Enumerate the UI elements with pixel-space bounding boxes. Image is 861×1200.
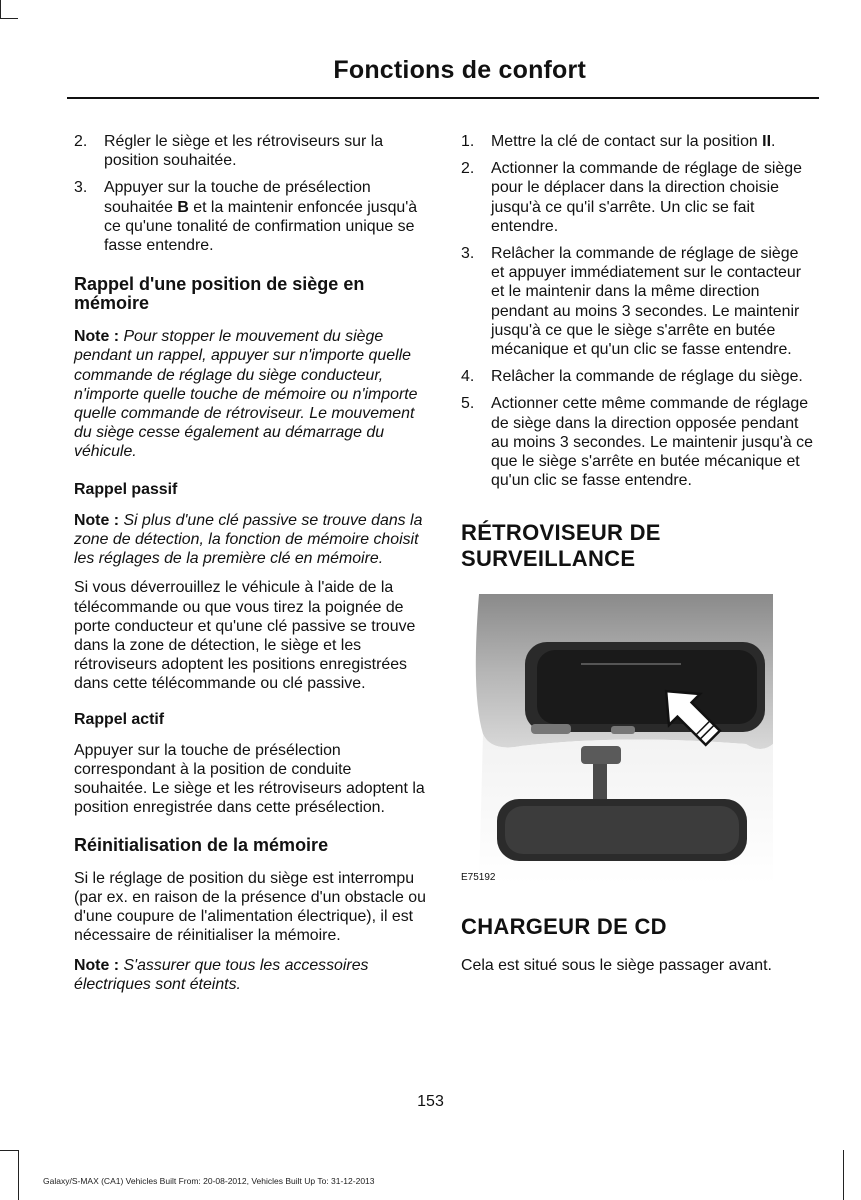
section-heading-mirror-line1: RÉTROVISEUR DE: [461, 520, 661, 546]
section-heading-cd: CHARGEUR DE CD: [461, 914, 667, 940]
note-paragraph: [74, 956, 426, 994]
step-text-part: et la maintenir enfoncée jusqu'à ce qu'une tonalité de confirmation unique se fasse entendre.: [104, 198, 418, 255]
section-heading-mirror: [461, 520, 816, 572]
step-item: [461, 394, 816, 490]
note-paragraph: [74, 327, 426, 461]
step-text: Relâcher la commande de réglage du siège.: [491, 368, 803, 386]
step-text-part: Mettre la clé de contact sur la position: [491, 133, 763, 150]
subheading-passive: Rappel passif: [74, 480, 178, 498]
step-text: [491, 132, 816, 151]
step-text-part: Appuyer sur la touche de présélection souhaitée: [104, 179, 371, 216]
section-heading-reset: Réinitialisation de la mémoire: [74, 834, 329, 855]
step-number: 2.: [461, 160, 475, 178]
step-item: [461, 132, 816, 151]
step-item: [461, 244, 816, 359]
step-text: Régler le siège et les rétroviseurs sur la position souhaitée.: [104, 133, 384, 170]
figure-reference-id: E75192: [461, 872, 496, 884]
paragraph-cd: Cela est situé sous le siège passager avant.: [461, 957, 772, 975]
step-number: 2.: [74, 133, 88, 150]
step-bold-key: B: [177, 198, 189, 216]
section-heading-recall: Rappel d'une position de siège en mémoire: [74, 274, 365, 314]
step-text: [104, 178, 426, 255]
step-number: 3.: [461, 245, 475, 263]
note-text: Pour stopper le mouvement du siège pendant un rappel, appuyer sur n'importe quelle commande de réglage du siège conducteur, n'importe quelle touche de mémoire ou n'importe quelle commande de rétroviseur. Le mouvement du siège cesse également au démarrage du véhicule.: [74, 328, 418, 461]
step-item: [461, 367, 816, 386]
step-number: 4.: [461, 368, 475, 386]
step-item: [74, 178, 426, 255]
step-text: Actionner la commande de réglage de siège pour le déplacer dans la direction choisie jusqu'à ce qu'il s'arrête. Un clic se fait entendre.: [491, 160, 802, 235]
note-label: Note :: [74, 511, 120, 529]
page-number: 153: [417, 1093, 444, 1110]
note-label: Note :: [74, 956, 120, 974]
note-label: Note :: [74, 328, 120, 346]
note-paragraph: [74, 511, 426, 569]
step-item: [461, 159, 816, 236]
paragraph-passive: Si vous déverrouillez le véhicule à l'aide de la télécommande ou que vous tirez la poignée de porte conducteur et qu'une clé passive se trouve dans la zone de détection, le siège et les rétroviseurs adoptent les positions enregistrées dans cette télécommande ou clé passive.: [74, 579, 416, 693]
step-number: 3.: [74, 179, 88, 197]
crop-mark-top-left: [0, 0, 1, 18]
step-text-part: .: [771, 133, 776, 150]
crop-mark-bottom-left-h: [0, 1150, 18, 1151]
paragraph-reset: Si le réglage de position du siège est interrompu (par ex. en raison de la présence d'un obstacle ou d'une coupure de l'alimentation électrique), il est nécessaire de réinitialiser la mémoire.: [74, 869, 426, 945]
paragraph-active: Appuyer sur la touche de présélection correspondant à la position de conduite souhaitée. Le siège et les rétroviseurs adoptent la position enregistrée dans cette présélection.: [74, 741, 425, 817]
rear-view-mirror-illustration: [461, 594, 773, 884]
step-number: 5.: [461, 395, 475, 413]
step-text: Relâcher la commande de réglage de siège et appuyer immédiatement sur le contacteur et le maintenir dans la même direction pendant au moins 3 secondes. Le maintenir jusqu'à ce que le siège s'arrête en butée mécanique et qu'un clic se fasse entendre.: [491, 245, 802, 359]
section-heading-mirror-line2: SURVEILLANCE: [461, 546, 636, 572]
right-column: [461, 132, 816, 986]
page-footer: Galaxy/S-MAX (CA1) Vehicles Built From: 20-08-2012, Vehicles Built Up To: 31-12-2013: [43, 1176, 375, 1186]
crop-mark-bottom-left: [18, 1150, 19, 1200]
step-text: Actionner cette même commande de réglage de siège dans la direction opposée pendant au moins 3 secondes. Le maintenir jusqu'à ce que le siège s'arrête en butée mécanique et qu'un clic se fasse entendre.: [491, 395, 813, 490]
crop-mark-bottom-right: [843, 1150, 844, 1200]
step-item: [74, 132, 426, 170]
mirror-illustration-svg: [461, 594, 773, 884]
note-text: S'assurer que tous les accessoires électriques sont éteints.: [74, 956, 369, 993]
crop-mark-top-left-h: [0, 18, 18, 19]
step-number: 1.: [461, 133, 475, 150]
subheading-active: Rappel actif: [74, 710, 165, 728]
header-divider: [67, 97, 819, 99]
note-text: Si plus d'une clé passive se trouve dans la zone de détection, la fonction de mémoire choisit les réglages de la première clé en mémoire.: [74, 511, 423, 568]
step-bold-position: II: [762, 133, 772, 150]
page-header-title: Fonctions de confort: [333, 56, 586, 84]
left-column: [74, 132, 426, 1004]
